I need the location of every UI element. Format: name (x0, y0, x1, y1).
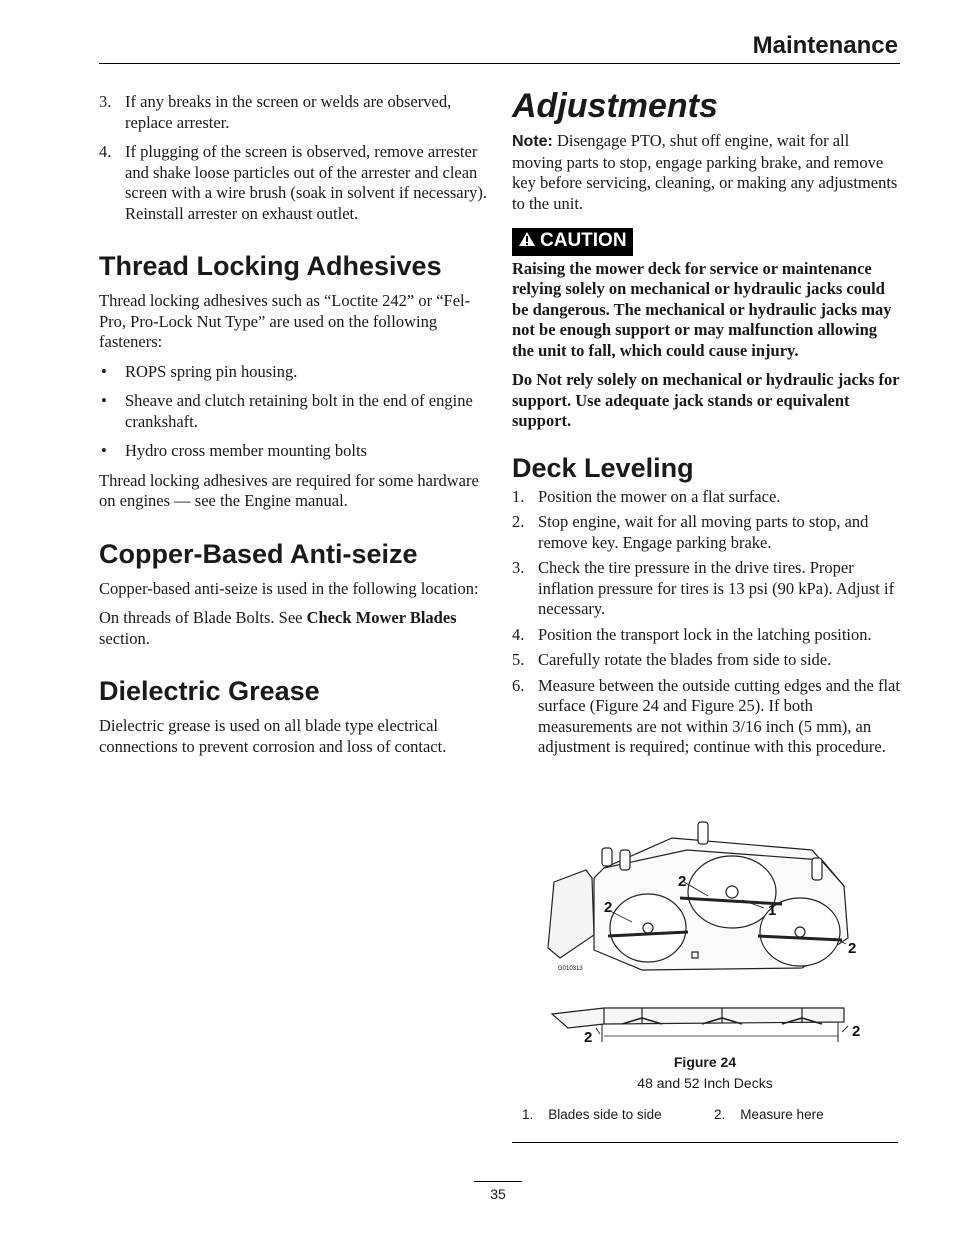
legend-item (522, 1107, 662, 1122)
callout-2: 2 (848, 940, 857, 957)
callout-1: 1 (768, 902, 777, 919)
page-number-rule (474, 1181, 522, 1182)
list-number: 2. (512, 512, 525, 531)
note-text: Disengage PTO, shut off engine, wait for all moving parts to stop, engage parking brake, and remove key before servicing, cleaning, or making any adjustments to the unit. (512, 131, 898, 213)
list-item (99, 362, 489, 383)
list-item (512, 650, 902, 671)
list-number: 6. (512, 675, 525, 695)
figure-title: 48 and 52 Inch Decks (637, 1075, 773, 1091)
legend-number: 1. (522, 1107, 534, 1122)
list-item (512, 625, 902, 646)
list-text: Position the mower on a flat surface. (538, 486, 781, 506)
list-text: Carefully rotate the blades from side to side. (538, 650, 832, 669)
list-number: 4. (99, 142, 112, 161)
thread-intro: Thread locking adhesives such as “Loctite 242” or “Fel-Pro, Pro-Lock Nut Type” are used on the following fasteners: (99, 291, 471, 351)
figure-code: G010313 (558, 966, 583, 972)
bullet: • (101, 441, 107, 460)
callout-2: 2 (852, 1023, 861, 1040)
thread-locking-heading: Thread Locking Adhesives (99, 251, 442, 281)
list-item (99, 142, 489, 224)
dielectric-p1: Dielectric grease is used on all blade type electrical connections to prevent corrosion and loss of contact. (99, 716, 447, 756)
list-text: Hydro cross member mounting bolts (125, 441, 367, 460)
copper-p2 (99, 608, 489, 649)
adjustments-title: Adjustments (512, 87, 718, 125)
callout-2: 2 (584, 1029, 593, 1046)
caution-block (512, 228, 902, 256)
list-item (512, 487, 902, 508)
list-number: 5. (512, 650, 525, 669)
list-item (512, 512, 902, 553)
deck-leveling-heading: Deck Leveling (512, 452, 694, 483)
legend-text: Blades side to side (548, 1107, 662, 1122)
note-label: Note: (512, 133, 553, 150)
left-column (99, 92, 489, 757)
bullet: • (101, 361, 107, 381)
list-text: ROPS spring pin housing. (125, 361, 298, 381)
copper-anti-seize-heading: Copper-Based Anti-seize (99, 538, 418, 569)
right-column (512, 86, 902, 763)
list-number: 1. (512, 486, 525, 506)
list-text: Sheave and clutch retaining bolt in the end of engine crankshaft. (125, 391, 473, 431)
list-text: If any breaks in the screen or welds are observed, replace arrester. (125, 92, 452, 132)
list-text: Position the transport lock in the latching position. (538, 624, 872, 644)
copper-p2-suffix: section. (99, 628, 150, 648)
copper-p1: Copper-based anti-seize is used in the following location: (99, 578, 479, 598)
callout-2: 2 (678, 873, 687, 890)
figure-label: Figure 24 (673, 1054, 737, 1070)
list-item (512, 558, 902, 620)
legend-text: Measure here (740, 1107, 824, 1122)
copper-p2-text: On threads of Blade Bolts. See (99, 608, 307, 627)
caution-label: CAUTION (540, 230, 627, 251)
caution-p2: Do Not rely solely on mechanical or hydraulic jacks for support. Use adequate jack stands or equivalent support. (512, 370, 900, 430)
caution-badge (512, 228, 633, 256)
figure-rule (512, 1142, 898, 1143)
dielectric-grease-heading: Dielectric Grease (99, 676, 320, 706)
list-text: Check the tire pressure in the drive tires. Proper inflation pressure for tires is 13 psi (90 kPa). Adjust if necessary. (538, 558, 895, 618)
list-item (512, 676, 902, 758)
list-item (99, 92, 489, 133)
thread-fastener-list (99, 362, 489, 462)
list-text: Measure between the outside cutting edges and the flat surface (Figure 24 and Figure 25). If both measurements are not within 3/16 inch (5 mm), an adjustment is required; continue with this procedure. (538, 675, 900, 756)
page-number: 35 (490, 1186, 506, 1202)
legend-number: 2. (714, 1107, 726, 1122)
list-number: 4. (512, 624, 525, 644)
list-item (99, 391, 489, 432)
bullet: • (101, 391, 107, 410)
callout-2: 2 (604, 899, 613, 916)
list-number: 3. (99, 92, 112, 111)
mower-deck-illustration (512, 820, 898, 1150)
list-number: 3. (512, 558, 525, 577)
header-rule (99, 63, 900, 64)
thread-outro: Thread locking adhesives are required for some hardware on engines — see the Engine manual. (99, 470, 479, 510)
list-text: If plugging of the screen is observed, remove arrester and shake loose particles out of the arrester and clean screen with a wire brush (soak in solvent if necessary). Reinstall arrester on exhaust outlet. (125, 142, 487, 223)
deck-leveling-steps (512, 487, 902, 758)
check-mower-blades-ref: Check Mower Blades (306, 608, 457, 627)
note-paragraph (512, 131, 902, 214)
section-header: Maintenance (752, 32, 898, 59)
arrester-steps (99, 92, 489, 224)
list-item (99, 441, 489, 462)
caution-p1: Raising the mower deck for service or maintenance relying solely on mechanical or hydraulic jacks could be dangerous. The mechanical or hydraulic jacks may not be enough support or may malfunction allowing the unit to fall, which could cause injury. (512, 258, 892, 360)
legend-item (714, 1107, 824, 1122)
warning-triangle-icon (518, 231, 536, 247)
figure-caption (512, 1052, 898, 1094)
list-text: Stop engine, wait for all moving parts to stop, and remove key. Engage parking brake. (538, 512, 869, 552)
